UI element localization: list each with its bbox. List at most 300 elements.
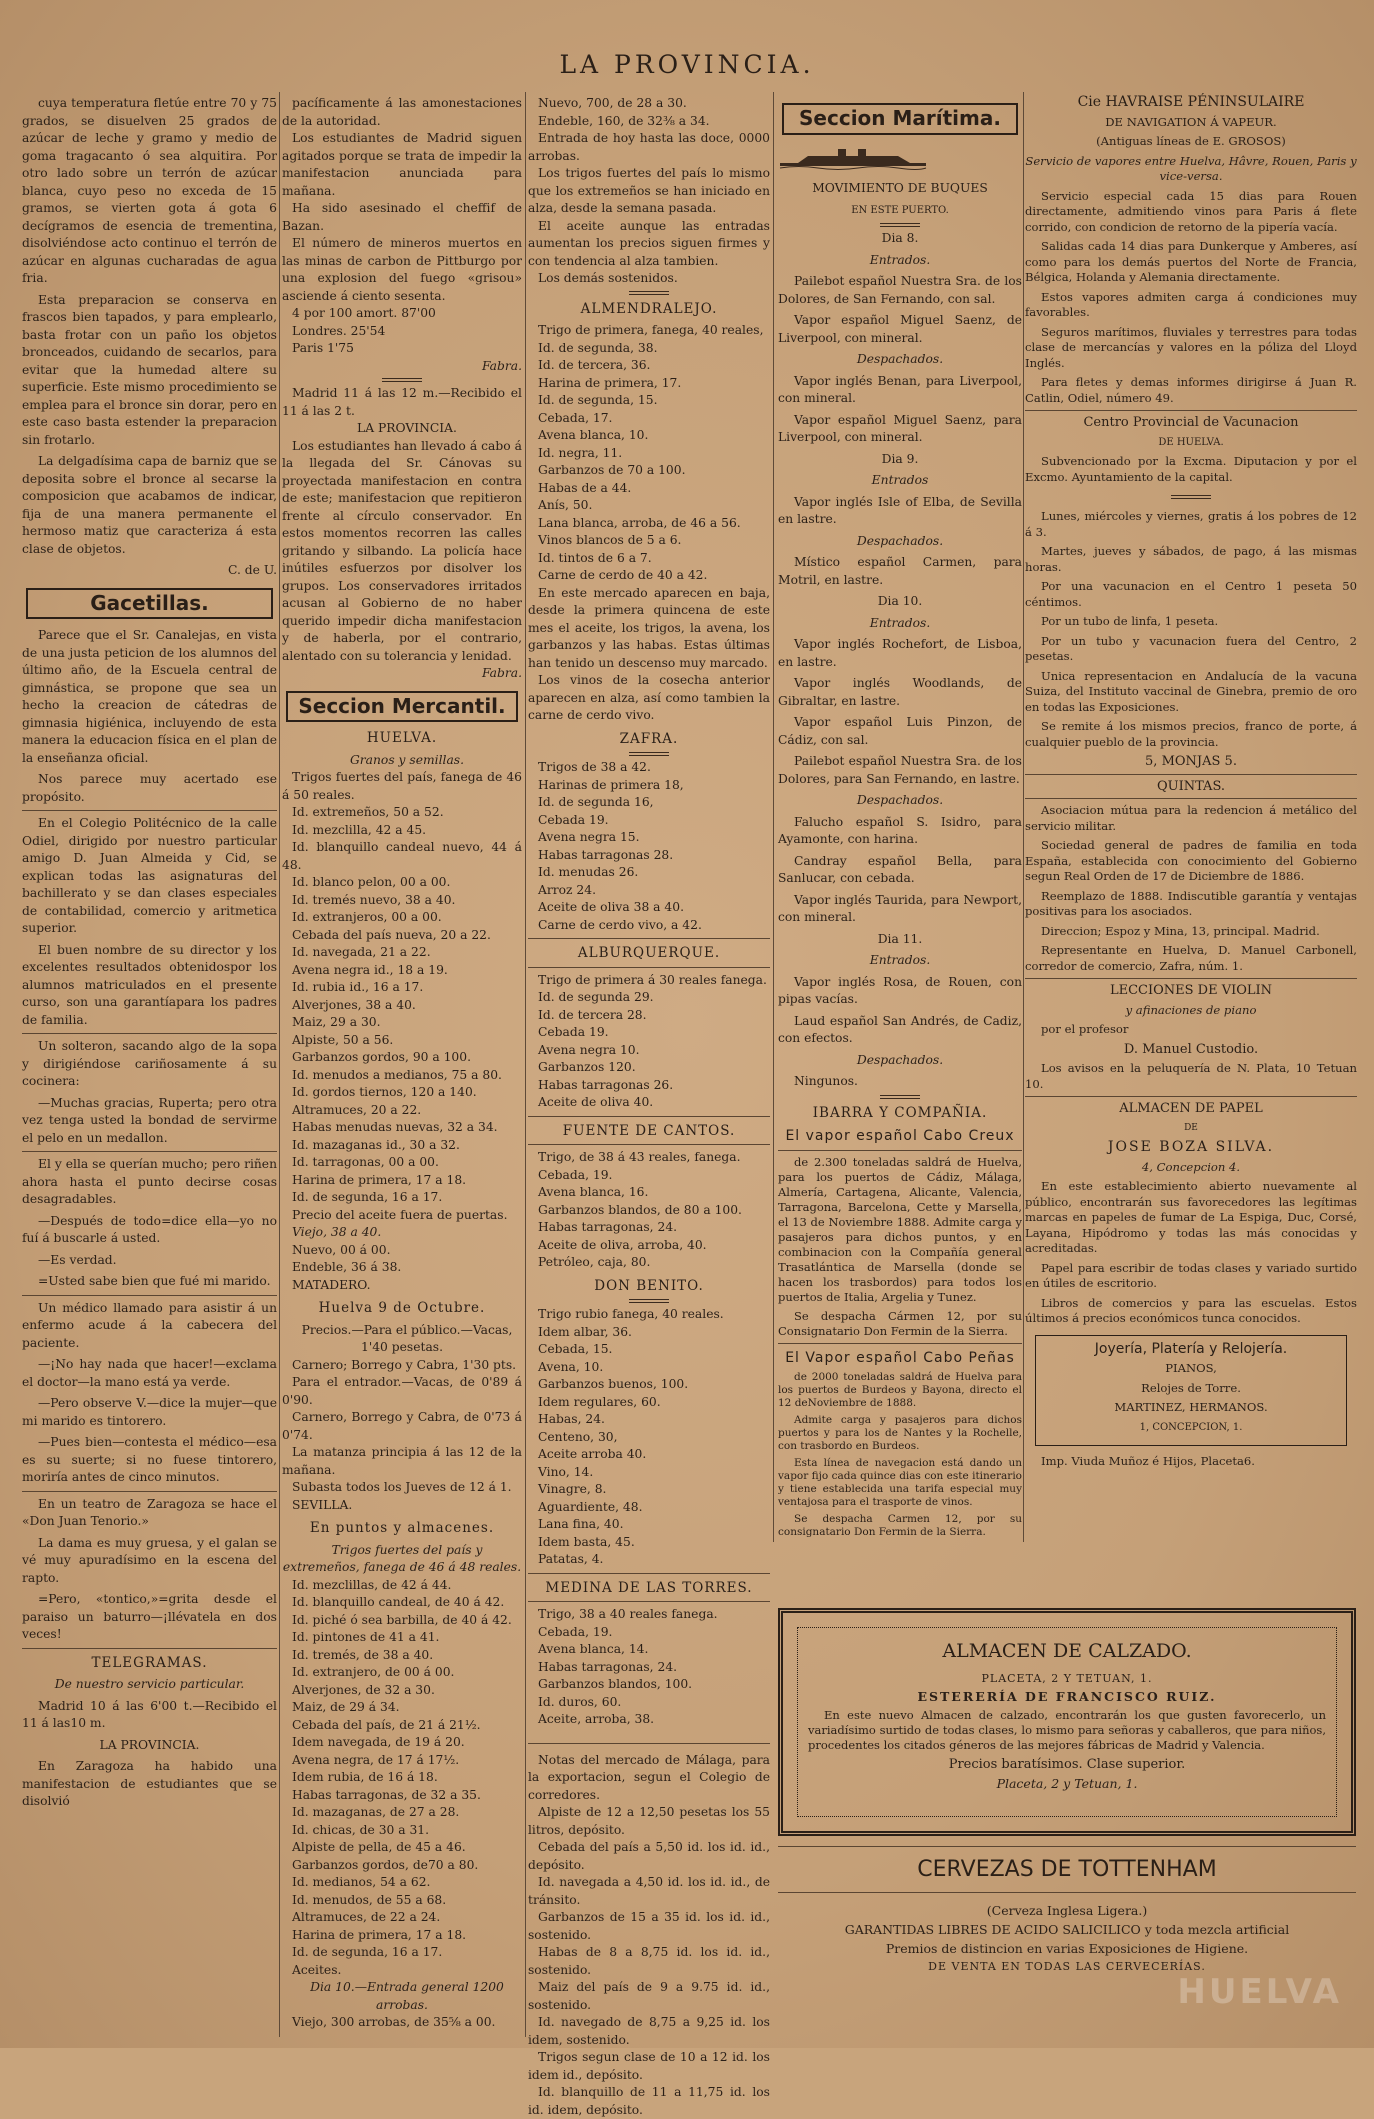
- column-rule: [525, 92, 526, 2037]
- paragraph: Vapor inglés Isle of Elba, de Sevilla en lastre.: [778, 494, 1022, 526]
- subheading: DE: [1184, 1122, 1198, 1133]
- paragraph: Asociacion mútua para la redencion á metálico del servicio militar.: [1025, 803, 1357, 833]
- subtitle: Entrados: [871, 473, 929, 487]
- price-line: Cebada, 19.: [538, 1167, 613, 1182]
- place-heading: ALBURQUERQUE.: [577, 945, 721, 961]
- price-line: Id. menudos a medianos, 75 a 80.: [292, 1067, 502, 1082]
- price-line: Lana blanca, arroba, de 46 a 56.: [538, 515, 741, 530]
- ad-title: CERVEZAS DE TOTTENHAM: [917, 1857, 1217, 1882]
- price-line: Id. extremeños, 50 a 52.: [292, 805, 444, 819]
- subtitle: Despachados.: [856, 352, 944, 366]
- price-line: Nuevo, 00 á 00.: [292, 1242, 391, 1257]
- price-line: Carne de cerdo de 40 a 42.: [538, 568, 708, 582]
- paragraph: D. Manuel Custodio.: [1123, 1041, 1259, 1057]
- paragraph: Garbanzos de 15 a 35 id. los id. id., sostenido.: [528, 1910, 770, 1942]
- price-line: Habas, 24.: [538, 1412, 605, 1426]
- price-line: Harina de primera, 17.: [538, 375, 682, 390]
- paragraph: Los estudiantes han llevado á cabo á la llegada del Sr. Cánovas su proyectada manifestacion en contra de este; manifestacion que repitieron frente al círculo conservador. En estos momentos recorren las calles gritando y silbando. La policía hace inútiles esfuerzos por disolver los grupos. Los conservadores irritados acusan al Gobierno de no haber querido impedir dicha manifestacion y de haberla, por el contrario, alentado con su tolerancia y lenidad.: [282, 438, 522, 663]
- price-line: Id. duros, 60.: [538, 1694, 622, 1709]
- price-line: Maiz, de 29 á 34.: [292, 1700, 400, 1714]
- price-line: Harina de primera, 17 a 18.: [292, 1927, 467, 1942]
- company-heading: ALMACEN DE PAPEL: [1119, 1101, 1263, 1116]
- paragraph: Seguros marítimos, fluviales y terrestres para todas clase de mercancías y valores en la póliza del Lloyd Inglés.: [1025, 324, 1357, 370]
- price-line: Maiz, 29 a 30.: [292, 1015, 381, 1029]
- price-line: Cebada del país nueva, 20 a 22.: [292, 927, 491, 942]
- price-line: Id. mazaganas id., 30 a 32.: [292, 1137, 460, 1152]
- paragraph: El buen nombre de su director y los excelentes resultados obtenidospor los alumnos matriculados en el presente curso, son una garantíapara los padres de familia.: [22, 942, 277, 1027]
- price-line: Vinos blancos de 5 a 6.: [538, 533, 682, 547]
- paragraph: =Usted sabe bien que fué mi marido.: [38, 1274, 271, 1288]
- price-line: Id. menudas 26.: [538, 865, 639, 879]
- paragraph: Notas del mercado de Málaga, para la exportacion, segun el Colegio de corredores.: [528, 1752, 770, 1802]
- price-line: Avena negra, de 17 á 17½.: [292, 1752, 460, 1767]
- paragraph: Admite carga y pasajeros para dichos puertos y para los de Nantes y la Rochelle, con trasbordo en Burdeos.: [778, 1414, 1022, 1452]
- ship-ad-title: El vapor español Cabo Creux: [785, 1128, 1015, 1144]
- paragraph: Id. navegado de 8,75 a 9,25 id. los idem, sostenido.: [528, 2015, 770, 2047]
- subtitle: Despachados.: [856, 1052, 944, 1067]
- price-line: Id. extranjeros, 00 a 00.: [292, 910, 442, 924]
- printer-imprint: Imp. Viuda Muñoz é Hijos, Placeta6.: [1041, 1454, 1255, 1468]
- subtitle: Despachados.: [856, 533, 944, 548]
- paragraph: Vapor inglés Rochefort, de Lisboa, en lastre.: [778, 637, 1022, 669]
- subtitle: y afinaciones de piano: [1125, 1002, 1257, 1017]
- paragraph: Subvencionado por la Excma. Diputacion y por el Excmo. Ayuntamiento de la capital.: [1025, 454, 1357, 484]
- ad-body: En este nuevo Almacen de calzado, encontrarán los que gusten favorecerlo, un variadísimo surtido de todas clases, lo mismo para señoras y caballeros, que para niños, procedentes los citados géneros de las mejores fábricas de Madrid y Valencia.: [808, 1708, 1326, 1752]
- ad-address: PLACETA, 2 Y TETUAN, 1.: [981, 1672, 1153, 1685]
- price-line: Precios.—Para el público.—Vacas, 1'40 pesetas.: [301, 1322, 513, 1354]
- paragraph: Vapor inglés Rosa, de Rouen, con pipas vacías.: [778, 974, 1022, 1006]
- paragraph: Id. blanquillo de 11 a 11,75 id. los id. idem, depósito.: [528, 2085, 770, 2117]
- subheading: MOVIMIENTO DE BUQUES: [812, 181, 988, 195]
- ad-line: GARANTIDAS LIBRES DE ACIDO SALICILICO y toda mezcla artificial: [844, 1922, 1290, 1937]
- price-line: Aceite, arroba, 38.: [538, 1712, 655, 1726]
- company-heading: Cie HAVRAISE PÉNINSULAIRE: [1077, 94, 1305, 110]
- price-line: Id. tremés nuevo, 38 a 40.: [292, 892, 456, 907]
- price-line: La matanza principia á las 12 de la mañana.: [282, 1445, 522, 1477]
- paragraph: de 2000 toneladas saldrá de Huelva para los puertos de Burdeos y Bayona, directo el 12 deNoviembre de 1888.: [778, 1371, 1022, 1409]
- paragraph: cuya temperatura fletúe entre 70 y 75 grados, se disuelven 25 grados de azúcar de leche y gramo y medio de goma tragacanto ó sea alquitira. Por otro lado sobre un terrón de azúcar blanca, cuyo peso no exceda de 15 gramos, se vierten gota á gota 6 decígramos de esencia de trementina, disolviéndose acto continuo el terrón de azúcar en algunas cucharadas de agua fria.: [22, 96, 277, 285]
- paragraph: Esta preparacion se conserva en frascos bien tapados, y para emplearlo, basta frotar con un paño los objetos bronceados, cuidando de secarlos, para evitar que la humedad altere su superficie. Este mismo procedimiento se emplea para el bronce sin dorar, pero en este caso basta estender la preparacion sin frotarlo.: [22, 292, 277, 447]
- price-line: Aceite de oliva 40.: [538, 1095, 654, 1109]
- price-line: Avena negra id., 18 a 19.: [292, 962, 448, 977]
- price-line: Altramuces, de 22 a 24.: [292, 1910, 441, 1924]
- price-line: Id. de segunda, 16 a 17.: [292, 1945, 443, 1959]
- paragraph: Papel para escribir de todas clases y variado surtido en útiles de escritorio.: [1025, 1260, 1357, 1290]
- price-line: Trigo, de 38 á 43 reales, fanega.: [538, 1150, 741, 1164]
- day-heading: Dia 8.: [881, 231, 919, 245]
- price-line: Idem navegada, de 19 á 20.: [292, 1735, 465, 1749]
- price-line: Id. de segunda 29.: [538, 990, 654, 1004]
- price-line: Aguardiente, 48.: [538, 1499, 643, 1514]
- price-line: Id. blanquillo candeal nuevo, 44 á 48.: [282, 840, 522, 872]
- paragraph: (Antiguas líneas de E. GROSOS): [1096, 134, 1286, 148]
- paragraph: —Después de todo=dice ella—yo no fuí á buscarle á usted.: [22, 1213, 277, 1245]
- paragraph: Esta línea de navegacion está dando un vapor fijo cada quince dias con este itinerario y tiene establecida una tarifa especial muy ventajosa para el trasporte de vinos.: [778, 1457, 1022, 1508]
- subtitle: Entrados.: [869, 252, 931, 267]
- price-line: Id. blanquillo candeal, de 40 á 42.: [292, 1595, 505, 1609]
- price-line: Habas tarragonas, 24.: [538, 1659, 678, 1674]
- paragraph: Pailebot español Nuestra Sra. de los Dolores, de San Fernando, con sal.: [778, 274, 1022, 306]
- quote-line: Londres. 25'54: [292, 323, 386, 338]
- paragraph: LA PROVINCIA.: [357, 421, 457, 435]
- price-line: Para el entrador.—Vacas, de 0'89 á 0'90.: [282, 1375, 522, 1407]
- price-line: Id. mazaganas, de 27 a 28.: [292, 1805, 460, 1819]
- paragraph: —Es verdad.: [38, 1252, 117, 1267]
- paragraph: Nos parece muy acertado ese propósito.: [22, 772, 277, 804]
- place-heading: En puntos y almacenes.: [309, 1520, 495, 1536]
- ad-line: DE VENTA EN TODAS LAS CERVECERÍAS.: [928, 1960, 1206, 1973]
- paragraph: Los vinos de la cosecha anterior aparecen en alza, así como tambien la carne de cerdo vivo.: [528, 673, 770, 722]
- price-line: Id. extranjero, de 00 á 00.: [292, 1665, 455, 1679]
- steamship-icon: [778, 146, 928, 172]
- column-3: [528, 95, 770, 2117]
- price-line: Avena negra 10.: [538, 1042, 640, 1057]
- paragraph: En este establecimiento abierto nuevamente al público, encontrarán sus favorecedores las legítimas marcas en papeles de fumar de La Espiga, Duc, Corsé, Layana, Hipódromo y todas las más conocidas y acreditadas.: [1025, 1179, 1357, 1255]
- price-line: Habas tarragonas, de 32 a 35.: [292, 1787, 481, 1802]
- signature: C. de U.: [228, 563, 277, 577]
- price-line: Garbanzos buenos, 100.: [538, 1377, 689, 1391]
- paragraph: Trigos segun clase de 10 a 12 id. los idem id., depósito.: [528, 2050, 770, 2082]
- company-heading: Centro Provincial de Vacunacion: [1083, 415, 1299, 430]
- price-line: Endeble, 36 á 38.: [292, 1260, 402, 1274]
- price-line: Id. piché ó sea barbilla, de 40 á 42.: [292, 1612, 512, 1627]
- paragraph: Direccion; Espoz y Mina, 13, principal. Madrid.: [1041, 923, 1320, 938]
- price-line: Cebada 19.: [538, 1025, 609, 1039]
- quote-line: Paris 1'75: [292, 341, 354, 355]
- section-title-gacetillas: Gacetillas.: [26, 588, 273, 620]
- paragraph: Los avisos en la peluquería de N. Plata, 10 Tetuan 10.: [1025, 1061, 1357, 1091]
- paragraph: Un médico llamado para asistir á un enfermo acude á la cabecera del paciente.: [22, 1300, 277, 1350]
- paragraph: Vapor español Miguel Saenz, para Liverpool, con mineral.: [778, 412, 1022, 444]
- paragraph: Por una vacunacion en el Centro 1 peseta 50 céntimos.: [1025, 579, 1357, 609]
- price-line: Garbanzos 120.: [538, 1060, 636, 1074]
- paragraph: Parece que el Sr. Canalejas, en vista de una justa peticion de los alumnos del último año, de la Escuela central de gimnástica, se propone que sea un hecho la creacion de cátedras de gimnasia higiénica, incluyendo de esta manera la educacion física en el plan de la enseñanza oficial.: [22, 628, 277, 765]
- price-line: Id. mezclillas, de 42 á 44.: [292, 1577, 452, 1592]
- paragraph: El número de mineros muertos en las minas de carbon de Pittburgo por una explosion del fuego «grisou» asciende á ciento sesenta.: [282, 236, 522, 303]
- price-line: Habas de a 44.: [538, 480, 632, 495]
- price-line: Id. negra, 11.: [538, 445, 623, 460]
- price-line: Habas tarragonas 26.: [538, 1077, 674, 1092]
- price-line: Endeble, 160, de 32⅜ a 34.: [538, 113, 710, 128]
- paragraph: Falucho español S. Isidro, para Ayamonte, con harina.: [778, 814, 1022, 846]
- subtitle: Entrados.: [869, 953, 931, 967]
- price-line: Cebada del país, de 21 á 21½.: [292, 1717, 481, 1732]
- price-line: Lana fina, 40.: [538, 1517, 624, 1531]
- ad-address: Placeta, 2 y Tetuan, 1.: [996, 1776, 1138, 1791]
- column-2: [282, 95, 522, 2040]
- price-line: Id. tintos de 6 a 7.: [538, 550, 652, 565]
- paragraph: Laud español San Andrés, de Cadiz, con efectos.: [778, 1013, 1022, 1045]
- price-line: Trigos fuertes del país, fanega de 46 á 50 reales.: [282, 770, 522, 802]
- paragraph: Para fletes y demas informes dirigirse á Juan R. Catlin, Odiel, número 49.: [1025, 375, 1357, 405]
- subtitle: Granos y semillas.: [349, 752, 465, 767]
- paragraph: El y ella se querían mucho; pero riñen ahora hasta el punto decirse cosas desagradables.: [22, 1157, 277, 1206]
- price-line: Id. tremés, de 38 a 40.: [292, 1647, 434, 1662]
- price-line: Subasta todos los Jueves de 12 á 1.: [292, 1480, 512, 1494]
- price-line: Idem albar, 36.: [538, 1324, 632, 1339]
- place-heading: ALMENDRALEJO.: [580, 300, 718, 317]
- paragraph: Por un tubo y vacunacion fuera del Centro, 2 pesetas.: [1025, 633, 1357, 663]
- price-line: Avena negra 15.: [538, 830, 640, 844]
- ad-line: Relojes de Torre.: [1141, 1380, 1241, 1395]
- price-line: Petróleo, caja, 80.: [538, 1255, 651, 1269]
- paragraph: —Pero observe V.—dice la mujer—que mi marido es tintorero.: [22, 1396, 277, 1428]
- column-rule: [773, 92, 774, 1542]
- paragraph: Unica representacion en Andalucía de la vacuna Suiza, del Instituto vaccinal de Ginebra, premio de oro en todas las Exposiciones.: [1025, 668, 1357, 714]
- price-line: SEVILLA.: [292, 1497, 353, 1512]
- ad-subtitle: (Cerveza Inglesa Ligera.): [986, 1903, 1148, 1918]
- day-heading: Dia 11.: [877, 931, 923, 946]
- ship-ad-title: El Vapor español Cabo Peñas: [785, 1349, 1015, 1366]
- address: 4, Concepcion 4.: [1141, 1159, 1241, 1174]
- section-title-telegramas: TELEGRAMAS.: [91, 1654, 208, 1671]
- paragraph: En este mercado aparecen en baja, desde la primera quincena de este mes el aceite, los trigos, la avena, los garbanzos y las habas. Estas últimas han tenido un descenso muy marcado.: [528, 585, 770, 670]
- ad-subtitle: ESTERERÍA DE FRANCISCO RUIZ.: [917, 1689, 1217, 1704]
- paragraph: —¡No hay nada que hacer!—exclama el doctor—la mano está ya verde.: [22, 1357, 277, 1389]
- paragraph: Estos vapores admiten carga á condiciones muy favorables.: [1025, 289, 1357, 319]
- price-line: Habas menudas nuevas, 32 a 34.: [292, 1120, 498, 1134]
- price-line: Id. gordos tiernos, 120 a 140.: [292, 1085, 477, 1099]
- price-line: Entrada de hoy hasta las doce, 0000 arrobas.: [528, 131, 770, 163]
- column-5: [1025, 95, 1357, 1545]
- price-line: Alpiste de pella, de 45 a 46.: [292, 1840, 466, 1854]
- paragraph: Libros de comercios y para las escuelas. Estos últimos á precios económicos tunca conocidos.: [1025, 1295, 1357, 1325]
- price-line: Nuevo, 700, de 28 a 30.: [538, 96, 687, 110]
- paragraph: Id. navegada a 4,50 id. los id. id., de tránsito.: [528, 1875, 770, 1907]
- company-heading: QUINTAS.: [1156, 778, 1226, 794]
- place-heading: Huelva 9 de Octubre.: [318, 1300, 486, 1316]
- paragraph: Los demás sostenidos.: [538, 271, 678, 285]
- paragraph: Madrid 11 á las 12 m.—Recibido el 11 á las 2 t.: [282, 386, 522, 418]
- price-line: Habas tarragonas, 24.: [538, 1220, 678, 1234]
- price-line: Id. rubia id., 16 a 17.: [292, 980, 424, 994]
- price-line: Viejo, 300 arrobas, de 35⅝ a 00.: [292, 2015, 496, 2029]
- price-line: Id. menudos, de 55 a 68.: [292, 1892, 447, 1907]
- paragraph: El aceite aunque las entradas aumentan los precios siguen firmes y con tendencia al alza tambien.: [528, 218, 770, 268]
- paragraph: Servicio de vapores entre Huelva, Hâvre, Rouen, Paris y vice-versa.: [1025, 153, 1357, 183]
- paragraph: En un teatro de Zaragoza se hace el «Don Juan Tenorio.»: [22, 1496, 277, 1528]
- place-heading: MEDINA DE LAS TORRES.: [545, 1579, 753, 1596]
- paragraph: Cebada del país a 5,50 id. los id. id., depósito.: [528, 1840, 770, 1872]
- paragraph: Se remite á los mismos precios, franco de porte, á cualquier pueblo de la provincia.: [1025, 719, 1357, 749]
- library-watermark: HUELVA: [1177, 1972, 1342, 2012]
- price-line: Carnero, Borrego y Cabra, de 0'73 á 0'74.: [282, 1410, 522, 1442]
- price-line: Id. pintones de 41 a 41.: [292, 1630, 440, 1644]
- price-line: Harinas de primera 18,: [538, 777, 684, 792]
- price-line: Alpiste, 50 a 56.: [292, 1032, 394, 1047]
- price-line: Aceite de oliva, arroba, 40.: [538, 1237, 707, 1252]
- price-line: Avena, 10.: [538, 1359, 604, 1374]
- ad-line: Premios de distincion en varias Exposiciones de Higiene.: [885, 1941, 1249, 1956]
- price-line: Trigos de 38 a 42.: [538, 760, 651, 774]
- price-line: Idem basta, 45.: [538, 1534, 635, 1549]
- paragraph: Los trigos fuertes del país lo mismo que los extremeños se han iniciado en alza, desde la semana pasada.: [528, 166, 770, 215]
- price-line: Garbanzos blandos, 100.: [538, 1677, 693, 1691]
- price-line: Aceite arroba 40.: [538, 1447, 647, 1461]
- subtitle: Despachados.: [856, 793, 944, 807]
- paragraph: Madrid 10 á las 6'00 t.—Recibido el 11 á las10 m.: [22, 1698, 277, 1730]
- paragraph: En Zaragoza ha habido una manifestacion de estudiantes que se disolvió: [22, 1759, 277, 1808]
- price-line: Carnero; Borrego y Cabra, 1'30 pts.: [292, 1357, 517, 1372]
- price-line: Idem regulares, 60.: [538, 1394, 661, 1409]
- price-line: Cebada 19.: [538, 812, 609, 827]
- place-heading: ZAFRA.: [619, 730, 679, 747]
- subtitle: Entrados.: [869, 615, 931, 630]
- price-line: Precio del aceite fuera de puertas.: [292, 1207, 508, 1222]
- paragraph: —Pues bien—contesta el médico—esa es su suerte; si no fuese tintorero, moriría antes de cinco minutos.: [22, 1435, 277, 1484]
- ad-line: 1, CONCEPCION, 1.: [1139, 1421, 1243, 1433]
- price-line: Trigo rubio fanega, 40 reales.: [538, 1307, 724, 1321]
- price-line: Trigo de primera á 30 reales fanega.: [538, 972, 767, 987]
- price-line: Harina de primera, 17 a 18.: [292, 1172, 467, 1187]
- ad-line: Precios baratísimos. Clase superior.: [948, 1757, 1186, 1772]
- price-line: Garbanzos gordos, 90 a 100.: [292, 1050, 471, 1064]
- price-line: Id. tarragonas, 00 a 00.: [292, 1155, 439, 1169]
- price-line: Aceite de oliva 38 a 40.: [538, 900, 684, 914]
- company-heading: JOSE BOZA SILVA.: [1107, 1139, 1275, 1155]
- paragraph: LA PROVINCIA.: [99, 1737, 200, 1752]
- price-line: Alverjones, de 32 a 30.: [292, 1682, 435, 1697]
- price-line: Anís, 50.: [538, 498, 593, 512]
- price-line: Garbanzos blandos, de 80 a 100.: [538, 1202, 742, 1217]
- paragraph: La delgadísima capa de barniz que se deposita sobre el bronce al secarse la composicion que acabamos de indicar, fija de una manera permanente el hermoso matiz que caracteriza á esta clase de objetos.: [22, 454, 277, 556]
- paragraph: Por un tubo de linfa, 1 peseta.: [1041, 614, 1219, 628]
- price-line: Id. de segunda, 15.: [538, 393, 658, 407]
- paragraph: Místico español Carmen, para Motril, en lastre.: [778, 555, 1022, 587]
- signature: Fabra.: [481, 666, 522, 680]
- subheading: EN ESTE PUERTO.: [851, 204, 949, 216]
- price-line: Arroz 24.: [538, 882, 596, 897]
- price-line: Trigo de primera, fanega, 40 reales,: [538, 323, 764, 337]
- price-line: Id. chicas, de 30 a 31.: [292, 1822, 430, 1837]
- price-line: Id. de segunda, 38.: [538, 340, 658, 355]
- price-line: Id. medianos, 54 a 62.: [292, 1875, 431, 1889]
- price-line: Trigo, 38 a 40 reales fanega.: [538, 1607, 718, 1621]
- price-line: Id. de tercera 28.: [538, 1007, 647, 1022]
- price-line: Habas tarragonas 28.: [538, 847, 674, 862]
- price-line: Id. navegada, 21 a 22.: [292, 945, 431, 959]
- paragraph: Un solteron, sacando algo de la sopa y dirigiéndose cariñosamente á su cocinera:: [22, 1039, 277, 1088]
- company-heading: LECCIONES DE VIOLIN: [1109, 983, 1273, 998]
- column-1: [22, 95, 277, 2040]
- place-heading: DON BENITO.: [594, 1277, 704, 1294]
- paragraph: Maiz del país de 9 a 9.75 id. id., sostenido.: [528, 1980, 770, 2012]
- column-rule: [1023, 92, 1024, 1542]
- price-line: Id. mezclilla, 42 a 45.: [292, 822, 427, 837]
- price-line: Centeno, 30,: [538, 1429, 618, 1444]
- place-heading: FUENTE DE CANTOS.: [562, 1122, 736, 1139]
- ad-line: PIANOS,: [1165, 1361, 1217, 1375]
- price-line: Id. de segunda, 16 a 17.: [292, 1190, 443, 1204]
- paragraph: Reemplazo de 1888. Indiscutible garantía y ventajas positivas para los asociados.: [1025, 888, 1357, 918]
- price-line: Vinagre, 8.: [538, 1482, 607, 1496]
- paragraph: Lunes, miércoles y viernes, gratis á los pobres de 12 á 3.: [1025, 509, 1357, 539]
- running-head: LA PROVINCIA.: [559, 50, 815, 79]
- paragraph: Vapor inglés Benan, para Liverpool, con mineral.: [778, 373, 1022, 405]
- quote-line: 4 por 100 amort. 87'00: [292, 306, 436, 320]
- company-heading: IBARRA Y COMPAÑIA.: [812, 1104, 988, 1121]
- paragraph: Vapor español Miguel Saenz, de Liverpool, con mineral.: [778, 313, 1022, 345]
- paragraph: pacíficamente á las amonestaciones de la autoridad.: [282, 96, 522, 128]
- price-line: Garbanzos gordos, de70 a 80.: [292, 1857, 479, 1872]
- section-title-mercantil: Seccion Mercantil.: [286, 691, 518, 723]
- paragraph: Vapor inglés Woodlands, de Gibraltar, en lastre.: [778, 676, 1022, 708]
- price-line: Cebada, 15.: [538, 1342, 613, 1356]
- price-line: Viejo, 38 a 40.: [292, 1225, 382, 1239]
- price-line: Id. de segunda 16,: [538, 795, 654, 809]
- subtitle: Trigos fuertes del país y extremeños, fanega de 46 á 48 reales.: [282, 1542, 522, 1574]
- price-line: Aceites.: [292, 1962, 342, 1977]
- company-heading: DE NAVIGATION Á VAPEUR.: [1105, 114, 1277, 129]
- paragraph: Candray español Bella, para Sanlucar, con cebada.: [778, 853, 1022, 885]
- price-line: Altramuces, 20 a 22.: [292, 1102, 422, 1117]
- price-line: Cebada, 19.: [538, 1624, 613, 1639]
- paragraph: =Pero, «tontico,»=grita desde el paraiso un baturro—¡llévatela en dos veces!: [22, 1592, 277, 1641]
- paragraph: Vapor inglés Taurida, para Newport, con mineral.: [778, 892, 1022, 924]
- price-line: Patatas, 4.: [538, 1552, 604, 1566]
- paragraph: Servicio especial cada 15 dias para Rouen directamente, admitiendo vinos para Paris á flete corrido, con condicion de retorno de la pipería vacía.: [1025, 188, 1357, 234]
- paragraph: Ningunos.: [794, 1074, 858, 1088]
- ad-line: MARTINEZ, HERMANOS.: [1114, 1400, 1268, 1414]
- price-line: Carne de cerdo vivo, a 42.: [538, 917, 702, 932]
- jewelry-ad: [1035, 1335, 1347, 1447]
- subtitle: De nuestro servicio particular.: [54, 1677, 245, 1691]
- ad-title: ALMACEN DE CALZADO.: [942, 1640, 1192, 1662]
- price-line: Idem rubia, de 16 á 18.: [292, 1770, 438, 1784]
- calzado-ad: [778, 1608, 1356, 1836]
- paragraph: Pailebot español Nuestra Sra. de los Dolores, para San Fernando, en lastre.: [778, 754, 1022, 786]
- price-line: Id. blanco pelon, 00 a 00.: [292, 875, 451, 889]
- paragraph: Salidas cada 14 dias para Dunkerque y Amberes, así como para los demás puertos del Norte de Francia, Bélgica, Holanda y Alemania directamente.: [1025, 239, 1357, 284]
- paragraph: Representante en Huelva, D. Manuel Carbonell, corredor de comercio, Zafra, núm. 1.: [1025, 943, 1357, 973]
- price-line: Vino, 14.: [538, 1464, 594, 1479]
- price-line: MATADERO.: [292, 1277, 371, 1292]
- address: 5, MONJAS 5.: [1145, 754, 1237, 769]
- day-heading: Dia 10.: [877, 594, 923, 608]
- paragraph: En el Colegio Politécnico de la calle Odiel, dirigido por nuestro particular amigo D. Juan Almeida y Cid, se explican todas las asignaturas del bachillerato y se dan clases especiales de contabilidad, comercio y aritmetica superior.: [22, 816, 277, 935]
- signature: Fabra.: [481, 358, 522, 373]
- paragraph: Habas de 8 a 8,75 id. los id. id., sostenido.: [528, 1945, 770, 1977]
- paragraph: —Muchas gracias, Ruperta; pero otra vez tenga usted la bondad de servirme el pelo en un medallon.: [22, 1095, 277, 1145]
- paragraph: por el profesor: [1041, 1022, 1129, 1036]
- price-line: Alverjones, 38 a 40.: [292, 997, 416, 1012]
- paragraph: Los estudiantes de Madrid siguen agitados porque se trata de impedir la manifestacion anunciada para mañana.: [282, 131, 522, 198]
- price-line: Avena blanca, 14.: [538, 1642, 649, 1656]
- paragraph: de 2.300 toneladas saldrá de Huelva, para los puertos de Cádiz, Málaga, Almería, Cartagena, Alicante, Valencia, Tarragona, Barcelona, Cette y Marsella, el 13 de Noviembre 1888. Admite carga y pasajeros para dichos puntos, y en combinacion con la Compañía general Trasatlántica de Marsella (donde se hacen los trasbordos) para todos los puertos de Italia, Argelia y Tunez.: [778, 1154, 1022, 1304]
- price-line: Garbanzos de 70 a 100.: [538, 463, 686, 477]
- place-heading: HUELVA.: [366, 730, 438, 746]
- paragraph: Se despacha Cármen 12, por su Consignatario Don Fermin de la Sierra.: [778, 1308, 1022, 1338]
- price-line: Cebada, 17.: [538, 410, 613, 425]
- paragraph: Alpiste de 12 a 12,50 pesetas los 55 litros, depósito.: [528, 1805, 770, 1837]
- price-line: Avena blanca, 10.: [538, 428, 649, 442]
- column-rule: [279, 92, 280, 2037]
- ad-title: Joyería, Platería y Relojería.: [1094, 1340, 1288, 1357]
- paragraph: Ha sido asesinado el cheffif de Bazan.: [282, 201, 522, 233]
- paragraph: Se despacha Carmen 12, por su consignatario Don Fermin de la Sierra.: [778, 1513, 1022, 1538]
- day-heading: Dia 9.: [881, 451, 919, 466]
- subheading: DE HUELVA.: [1158, 436, 1224, 448]
- section-title-maritima: Seccion Marítima.: [782, 103, 1018, 135]
- subtitle: Dia 10.—Entrada general 1200 arrobas.: [310, 1980, 504, 2012]
- paragraph: La dama es muy gruesa, y el galan se vé muy apuradísimo en la escena del rapto.: [22, 1535, 277, 1585]
- paragraph: Martes, jueves y sábados, de pago, á las mismas horas.: [1025, 544, 1357, 574]
- price-line: Avena blanca, 16.: [538, 1185, 649, 1199]
- column-4: [778, 95, 1022, 1545]
- paragraph: Vapor español Luis Pinzon, de Cádiz, con sal.: [778, 715, 1022, 747]
- paragraph: Sociedad general de padres de familia en toda España, establecida con conocimiento del Gobierno segun Real Orden de 17 de Diciembre de 1886.: [1025, 838, 1357, 883]
- price-line: Id. de tercera, 36.: [538, 358, 651, 372]
